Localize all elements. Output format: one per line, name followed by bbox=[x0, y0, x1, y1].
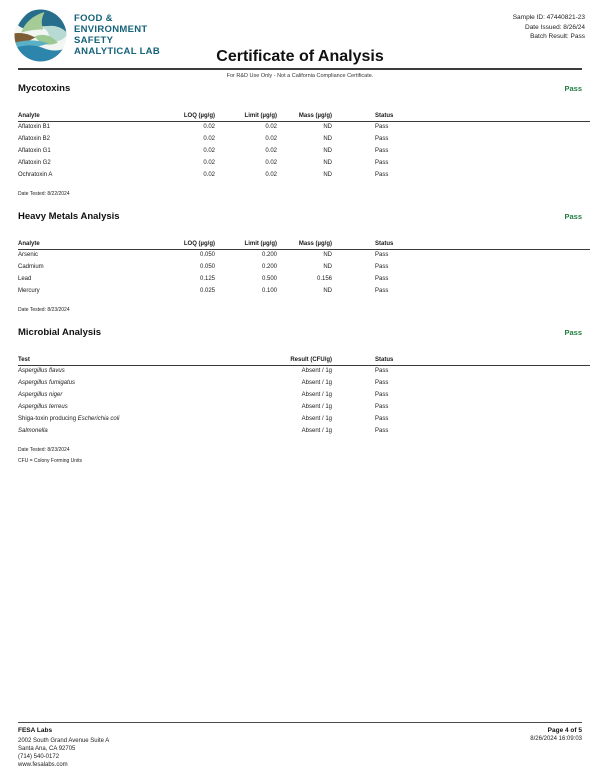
address-line: 2002 South Grand Avenue Suite A bbox=[18, 738, 110, 744]
lab-name-line: ANALYTICAL LAB bbox=[74, 46, 161, 57]
table-cell: Absent / 1g bbox=[301, 428, 332, 434]
table-cell: Pass bbox=[375, 416, 389, 422]
table-row bbox=[18, 249, 590, 261]
table-row bbox=[18, 169, 590, 181]
section-title: Heavy Metals Analysis bbox=[18, 211, 120, 222]
footer-left bbox=[18, 727, 109, 769]
table-cell: ND bbox=[323, 136, 332, 142]
table-cell: Pass bbox=[375, 276, 389, 282]
table-row bbox=[18, 133, 590, 145]
table-row bbox=[18, 401, 590, 413]
table-cell: Mercury bbox=[18, 288, 40, 294]
table-row bbox=[18, 425, 590, 437]
section-header bbox=[18, 211, 582, 222]
date-tested-note: Date Tested: 8/23/2024 bbox=[18, 447, 70, 453]
table-cell: 0.200 bbox=[261, 252, 277, 259]
table-cell: Pass bbox=[375, 172, 389, 178]
table-cell: Pass bbox=[375, 252, 389, 259]
table-cell: Aflatoxin G1 bbox=[18, 148, 51, 154]
column-header: Result (CFU/g) bbox=[238, 352, 332, 365]
column-header: Status bbox=[332, 108, 590, 121]
company-address bbox=[18, 737, 109, 769]
company-website: www.fesalabs.com bbox=[18, 762, 68, 768]
table-head bbox=[18, 352, 590, 365]
table-cell: Absent / 1g bbox=[301, 380, 332, 386]
table-cell: Pass bbox=[375, 428, 389, 434]
section-header bbox=[18, 327, 582, 338]
cell-text-segment: Aspergillus terreus bbox=[18, 404, 68, 410]
table-cell: Pass bbox=[375, 264, 389, 270]
table-cell: ND bbox=[323, 160, 332, 166]
table-cell bbox=[18, 377, 238, 389]
table-row bbox=[18, 377, 590, 389]
cell-text-segment: Aspergillus fumigatus bbox=[18, 380, 76, 386]
table-header-row bbox=[18, 108, 590, 121]
table-cell: 0.02 bbox=[203, 172, 215, 178]
header-divider bbox=[18, 68, 582, 70]
section-status-badge: Pass bbox=[564, 84, 582, 93]
batch-result: Batch Result: Pass bbox=[530, 33, 585, 40]
address-line: Santa Ana, CA 92705 bbox=[18, 746, 76, 752]
cell-text-segment: Aspergillus flavus bbox=[18, 368, 65, 375]
table-cell: 0.02 bbox=[265, 172, 277, 178]
header bbox=[0, 0, 600, 80]
column-header: LOQ (µg/g) bbox=[148, 236, 215, 249]
results-table bbox=[18, 352, 590, 437]
cfu-note: CFU = Colony Forming Units bbox=[18, 458, 83, 464]
cell-text-segment: Aspergillus niger bbox=[18, 392, 63, 398]
table-cell: Aflatoxin G2 bbox=[18, 160, 51, 166]
table-cell: Pass bbox=[375, 160, 389, 166]
sample-meta bbox=[513, 13, 585, 42]
table-row bbox=[18, 157, 590, 169]
column-header: LOQ (µg/g) bbox=[148, 108, 215, 121]
table-cell: 0.025 bbox=[199, 288, 215, 294]
section-status-badge: Pass bbox=[564, 212, 582, 221]
table-cell: 0.050 bbox=[199, 252, 215, 259]
table-cell: Pass bbox=[375, 392, 389, 398]
table-header-row bbox=[18, 236, 590, 249]
section-status-badge: Pass bbox=[564, 328, 582, 337]
disclaimer-text: For R&D Use Only - Not a California Compliance Certificate. bbox=[226, 73, 374, 79]
table-head bbox=[18, 108, 590, 121]
column-header: Analyte bbox=[18, 108, 148, 121]
page-title: Certificate of Analysis bbox=[216, 48, 384, 65]
table-cell: Pass bbox=[375, 404, 389, 410]
table-cell: 0.156 bbox=[316, 276, 332, 282]
table-cell: 0.500 bbox=[261, 276, 277, 282]
lab-name-line: FOOD & bbox=[74, 13, 113, 24]
table-cell: 0.02 bbox=[203, 160, 215, 166]
table-row bbox=[18, 273, 590, 285]
table-cell bbox=[18, 401, 238, 413]
table-cell: Ochratoxin A bbox=[18, 172, 53, 178]
column-header: Status bbox=[332, 352, 590, 365]
date-issued: Date Issued: 8/26/24 bbox=[525, 23, 585, 31]
table-cell: Cadmium bbox=[18, 264, 44, 270]
print-timestamp: 8/26/2024 16:09:03 bbox=[530, 736, 582, 742]
table-cell: Absent / 1g bbox=[301, 416, 332, 422]
table-cell bbox=[18, 425, 238, 437]
column-header: Status bbox=[332, 236, 590, 249]
table-row bbox=[18, 261, 590, 273]
section-title: Mycotoxins bbox=[18, 83, 71, 94]
table-header-row bbox=[18, 352, 590, 365]
analysis-section bbox=[18, 327, 582, 464]
table-cell bbox=[18, 365, 238, 377]
sample-id: Sample ID: 47440821-23 bbox=[512, 14, 585, 21]
table-cell: Pass bbox=[375, 148, 389, 154]
table-cell: Pass bbox=[375, 288, 389, 294]
page-number: Page 4 of 5 bbox=[547, 727, 582, 734]
results-table bbox=[18, 236, 590, 297]
company-name: FESA Labs bbox=[18, 727, 53, 734]
column-header: Limit (µg/g) bbox=[215, 236, 277, 249]
table-cell: Pass bbox=[375, 380, 389, 386]
table-cell: 0.02 bbox=[265, 136, 277, 142]
table-cell: 0.02 bbox=[265, 148, 277, 154]
table-cell: Absent / 1g bbox=[301, 368, 332, 375]
address-line: (714) 540-0172 bbox=[18, 754, 60, 760]
table-cell: 0.02 bbox=[265, 124, 277, 131]
table-cell: 0.200 bbox=[261, 264, 277, 270]
table-cell: ND bbox=[323, 148, 332, 154]
table-cell: 0.02 bbox=[203, 136, 215, 142]
table-cell: 0.02 bbox=[265, 160, 277, 166]
cell-text-segment: Escherichia coli bbox=[77, 416, 120, 422]
table-cell: ND bbox=[323, 264, 332, 270]
footer-right bbox=[530, 727, 582, 769]
table-cell: Aflatoxin B1 bbox=[18, 124, 51, 131]
table-cell: 0.125 bbox=[199, 276, 215, 282]
table-cell: Pass bbox=[375, 136, 389, 142]
column-header: Test bbox=[18, 352, 238, 365]
table-head bbox=[18, 236, 590, 249]
table-cell: Lead bbox=[18, 276, 32, 282]
date-tested-note: Date Tested: 8/22/2024 bbox=[18, 191, 70, 197]
analysis-section bbox=[18, 83, 582, 197]
column-header: Limit (µg/g) bbox=[215, 108, 277, 121]
column-header: Mass (µg/g) bbox=[277, 236, 332, 249]
column-header: Analyte bbox=[18, 236, 148, 249]
cell-text-segment: Shiga-toxin producing bbox=[18, 416, 78, 422]
table-cell: Pass bbox=[375, 368, 389, 375]
table-cell: ND bbox=[323, 288, 332, 294]
table-cell: Aflatoxin B2 bbox=[18, 136, 51, 142]
table-body bbox=[18, 121, 590, 181]
table-row bbox=[18, 389, 590, 401]
table-cell: ND bbox=[323, 124, 332, 131]
results-table bbox=[18, 108, 590, 181]
table-cell: ND bbox=[323, 172, 332, 178]
analysis-sections bbox=[0, 83, 600, 464]
section-header bbox=[18, 83, 582, 94]
column-header: Mass (µg/g) bbox=[277, 108, 332, 121]
analysis-section bbox=[18, 211, 582, 313]
table-cell: 0.100 bbox=[261, 288, 277, 294]
table-cell: 0.02 bbox=[203, 124, 215, 131]
table-row bbox=[18, 145, 590, 157]
table-cell: 0.050 bbox=[199, 264, 215, 270]
table-body bbox=[18, 249, 590, 297]
table-row bbox=[18, 365, 590, 377]
table-cell: Absent / 1g bbox=[301, 404, 332, 410]
lab-name-line: ENVIRONMENT bbox=[74, 24, 148, 35]
date-tested-note: Date Tested: 8/23/2024 bbox=[18, 307, 70, 313]
table-cell: Absent / 1g bbox=[301, 392, 332, 398]
section-title: Microbial Analysis bbox=[18, 327, 102, 338]
cell-text-segment: Salmonella bbox=[18, 428, 48, 434]
table-cell bbox=[18, 413, 238, 425]
lab-name-line: SAFETY bbox=[74, 35, 114, 46]
table-cell: Arsenic bbox=[18, 252, 39, 259]
footer bbox=[18, 722, 582, 769]
table-row bbox=[18, 285, 590, 297]
table-cell: 0.02 bbox=[203, 148, 215, 154]
table-cell: Pass bbox=[375, 124, 389, 131]
table-body bbox=[18, 365, 590, 437]
table-cell bbox=[18, 389, 238, 401]
table-row bbox=[18, 413, 590, 425]
table-cell: ND bbox=[323, 252, 332, 259]
table-row bbox=[18, 121, 590, 133]
